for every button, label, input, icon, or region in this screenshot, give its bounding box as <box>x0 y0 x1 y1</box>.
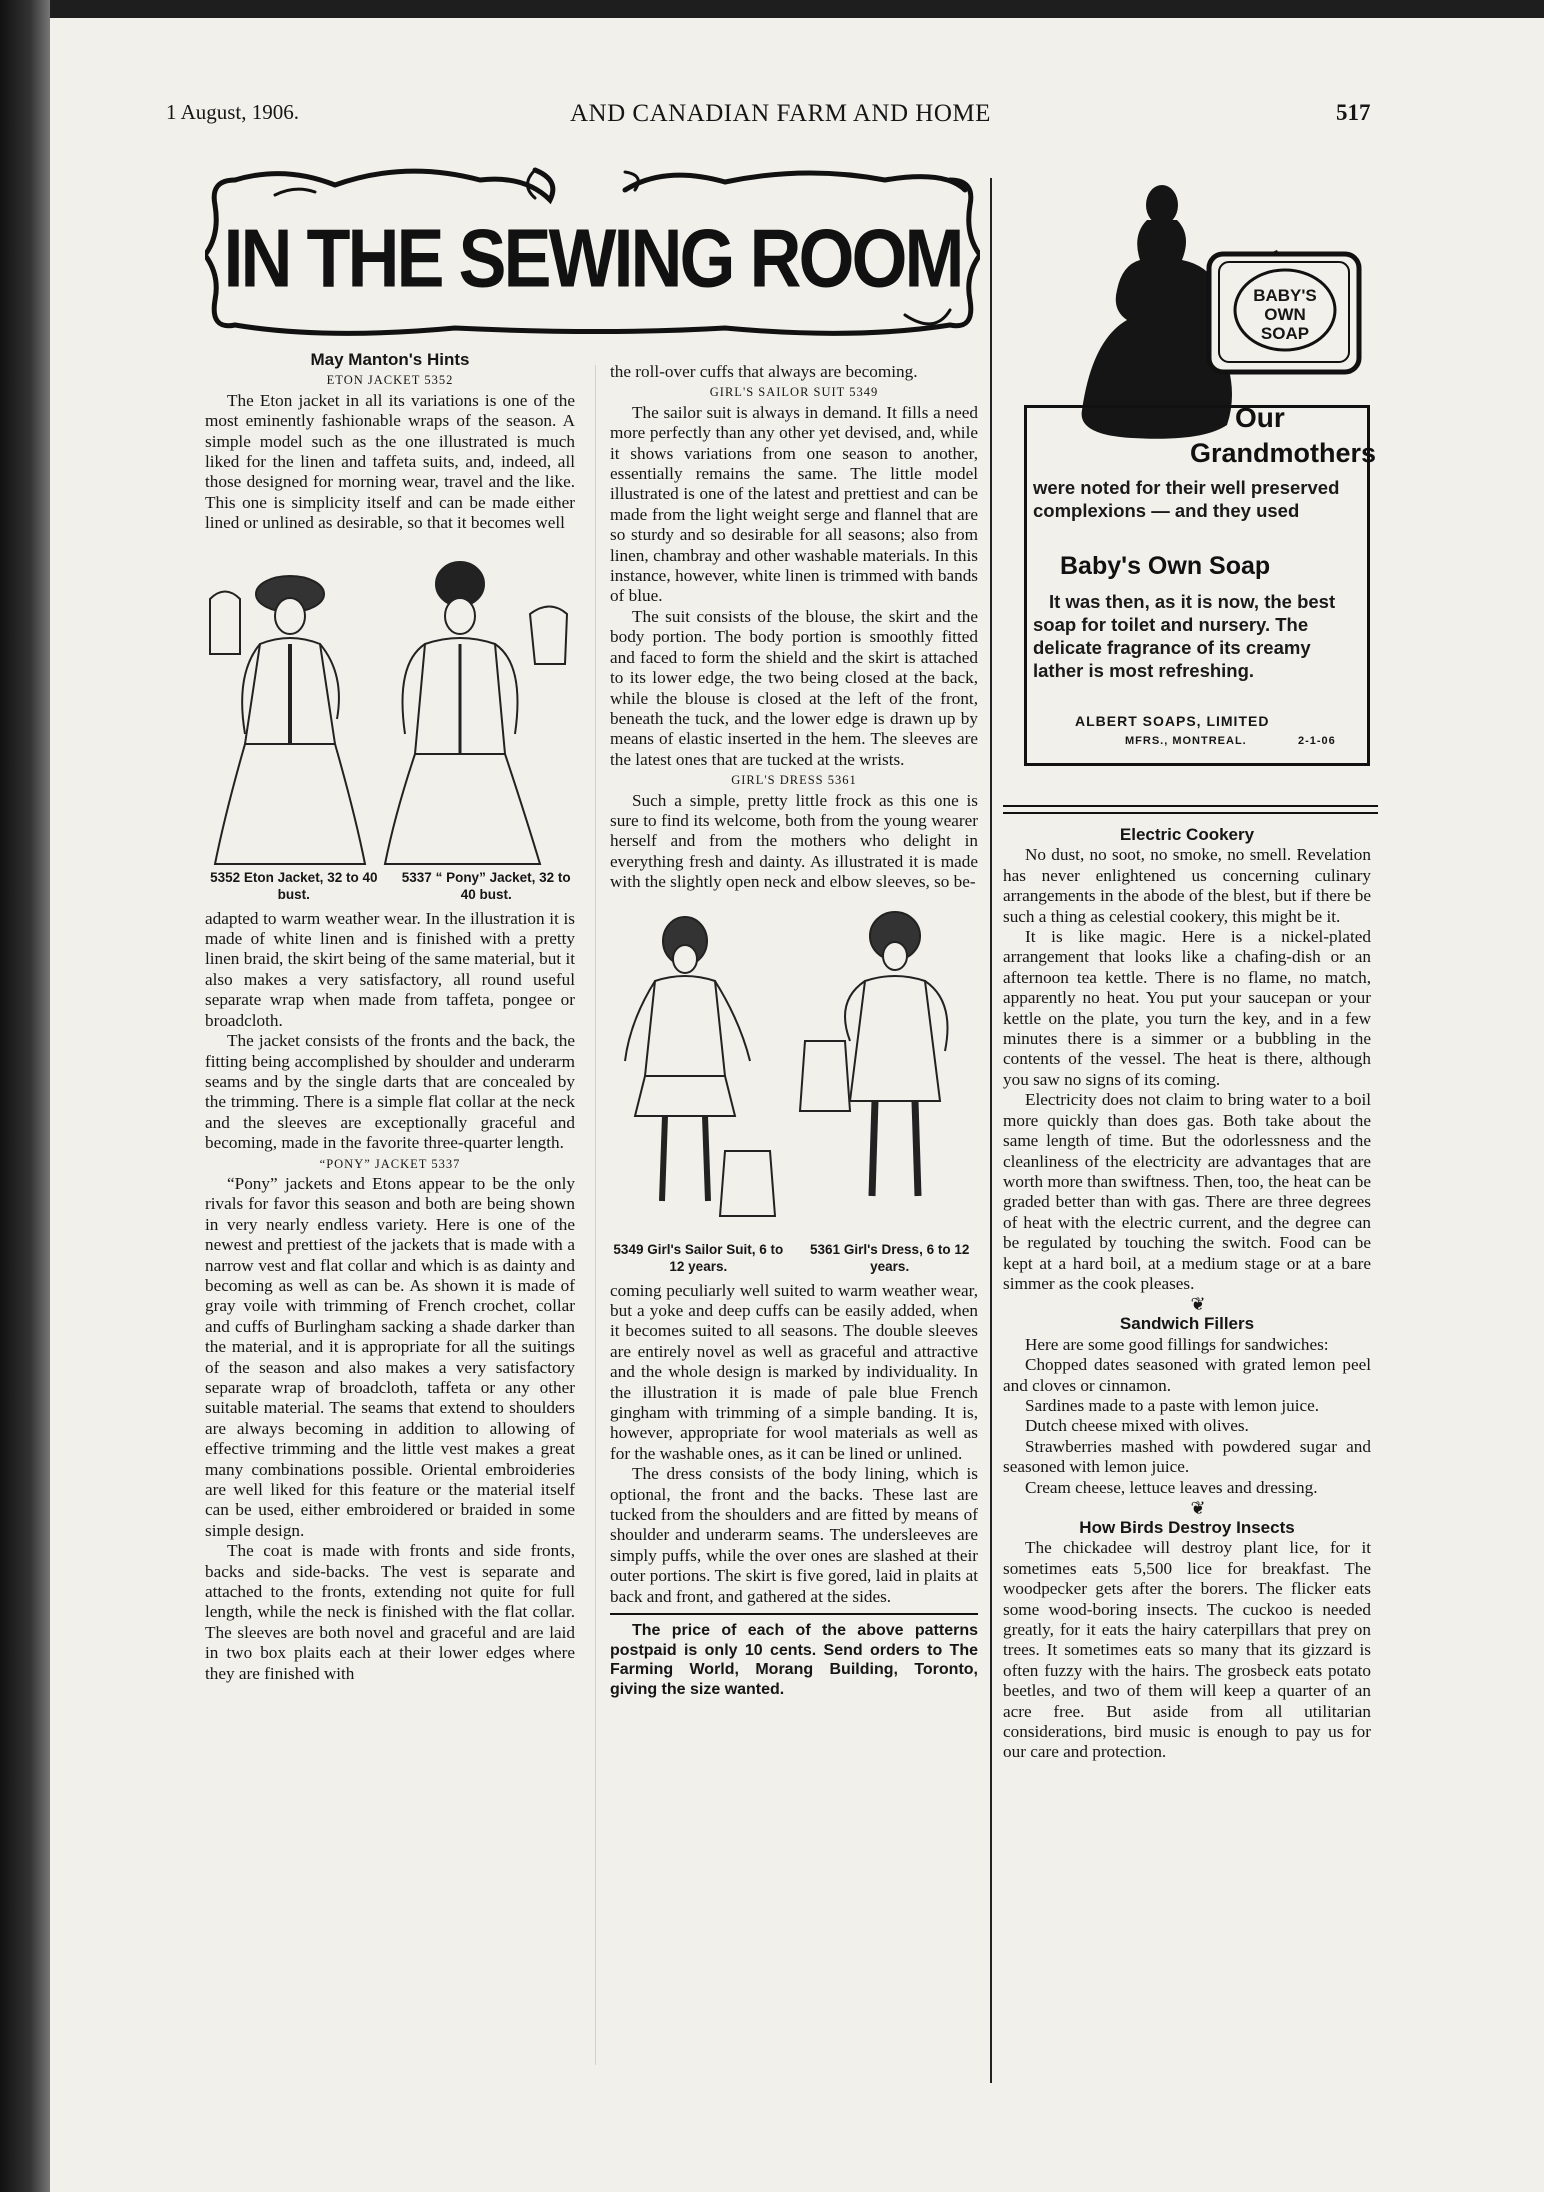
illustration-captions <box>205 869 575 903</box>
caption-eton: 5352 Eton Jacket, 32 to 40 bust. <box>210 869 378 902</box>
paragraph: Sardines made to a paste with lemon juice. <box>1025 1395 1320 1415</box>
paragraph: The chickadee will destroy plant lice, for it sometimes eats 5,500 lice for breakfast. The woodpecker gets after the borers. The flicker eats some wood-boring insects. The cuckoo is needed greatly, for it eats the hairy caterpillars that prey on trees. It sometimes eats so many that its gizzard is often fuzzy with the hairs. The grosbeck eats potato beetles, and two of them will keep a quarter of an acre free. But aside from all utilitarian considerations, bird music is enough to pay us for our care and protection. <box>1003 1538 1371 1762</box>
paragraph: The jacket consists of the fronts and the back, the fitting being accomplished by shoulder and underarm seams and by the single darts that are concealed by the trimming. There is a simple flat collar at the neck and the sleeves are exceptionally graceful and becoming, made in the favorite three-quarter length. <box>205 1031 575 1153</box>
section-banner <box>205 160 980 350</box>
paragraph: It is like magic. Here is a nickel-plated arrangement that looks like a chafing-dish or an afternoon tea kettle. There is no flame, no match, apparently no heat. You put your saucepan or your kettle on the plate, you turn the key, and in a few minutes there is a simmer or a bubbling in the contents of the vessel. The heat is there, although you saw no signs of its coming. <box>1003 927 1371 1089</box>
paragraph: Dutch cheese mixed with olives. <box>1025 1416 1249 1436</box>
subheading-girls-dress: GIRL'S DRESS 5361 <box>731 773 857 788</box>
paragraph: The dress consists of the body lining, which is optional, the front and the backs. These last are tucked from the shoulders and are fitted by means of shoulder and underarm seams. The undersleeves are simply puffs, while the over ones are slashed at their outer portions. The skirt is five gored, laid in plaits at back and front, and gathered at the sides. <box>610 1464 978 1606</box>
ad-code: 2-1-06 <box>1298 735 1336 747</box>
paragraph: the roll-over cuffs that always are becoming. <box>610 362 918 381</box>
illustration-captions <box>610 1241 978 1275</box>
ad-text-intro: were noted for their well preserved complexions — and they used <box>1033 477 1340 521</box>
column-rule-faint <box>595 365 596 2065</box>
banner-title: IN THE SEWING ROOM <box>223 213 962 305</box>
scan-binding-edge <box>0 0 50 2192</box>
paragraph: The suit consists of the blouse, the skirt and the body portion. The body portion is smoothly fitted and faced to form the shield and the skirt is attached to its lower edge, the two being closed at the back, while the blouse is closed at the left of the front, beneath the tuck, and the lower edge is drawn up by means of elastic inserted in the hem. The sleeves are the latest ones that are tucked at the wrists. <box>610 606 978 769</box>
paragraph: Cream cheese, lettuce leaves and dressing. <box>1025 1477 1318 1497</box>
ad-product-name: Baby's Own Soap <box>1060 552 1271 580</box>
page-number: 517 <box>1336 100 1371 125</box>
girls-illustration <box>610 901 978 1275</box>
paragraph: The sailor suit is always in demand. It fills a need more perfectly than any other yet devised, and, while it shows variations from one season to another, essentially remains the same. The little model illustrated is one of the latest and prettiest and can be made from the light weight serge and flannel that are so sturdy and so desirable for all seasons; also from linen, chambray and other washable materials. In this instance, however, white linen is trimmed with bands of blue. <box>610 402 978 606</box>
paragraph: Strawberries mashed with powdered sugar and seasoned with lemon juice. <box>1003 1436 1371 1477</box>
soap-bar-label: BABY'S OWN SOAP <box>1253 286 1317 343</box>
paragraph: The coat is made with fronts and side fronts, backs and side-backs. The vest is separate and attached to the fronts, extending not quite for full length, while the neck is finished with the flat collar. The sleeves are both novel and graceful and are laid in two box plaits each at their lower edges where they are finished with <box>205 1541 575 1683</box>
caption-girls-dress: 5361 Girl's Dress, 6 to 12 years. <box>810 1241 970 1274</box>
ad-heading-grandmothers: Grandmothers <box>1190 438 1377 468</box>
article-heading: May Manton's Hints <box>310 350 470 369</box>
scan-top-edge <box>0 0 1544 18</box>
column-sewing-2 <box>610 362 978 1699</box>
paragraph: The Eton jacket in all its variations is one of the most eminently fashionable wraps of the season. A simple model such as the one illustrated is much liked for the linen and taffeta suits, and, indeed, all those designed for morning wear, travel and the like. This one is simplicity itself and can be made either lined or unlined as desirable, so that it becomes well <box>205 390 575 533</box>
ad-heading-our: Our <box>1235 402 1285 433</box>
paragraph: Such a simple, pretty little frock as this one is sure to find its welcome, both from the young wearer herself and from the mothers who delight in everything fresh and dainty. As illustrated it is made with the slightly open neck and elbow sleeves, so be- <box>610 790 978 892</box>
ad-rule <box>1003 805 1378 814</box>
jackets-illustration <box>205 544 575 903</box>
column-misc <box>1003 825 1371 1763</box>
subheading-pony: “PONY” JACKET 5337 <box>319 1156 461 1171</box>
caption-pony: 5337 “ Pony” Jacket, 32 to 40 bust. <box>401 869 571 902</box>
heading-sandwich-fillers: Sandwich Fillers <box>1119 1314 1255 1334</box>
price-note: The price of each of the above patterns postpaid is only 10 cents. Send orders to The Farming World, Morang Building, Toronto, giving the size wanted. <box>610 1613 978 1699</box>
ornament-separator: ❦ <box>1190 1294 1206 1315</box>
subheading-sailor-suit: GIRL'S SAILOR SUIT 5349 <box>709 385 879 400</box>
column-rule <box>990 178 992 2083</box>
paragraph: adapted to warm weather wear. In the illustration it is made of white linen and is finished with a pretty linen braid, the skirt being of the same material, but it also makes a very satisfactory, all round useful separate wrap when made from taffeta, pongee or broadcloth. <box>205 908 575 1030</box>
ad-company: ALBERT SOAPS, LIMITED <box>1075 713 1270 729</box>
paragraph: coming peculiarly well suited to warm weather wear, but a yoke and deep cuffs can be easily added, when it becomes suited to all seasons. The double sleeves are entirely novel as well as graceful and attractive and the whole design is marked by individuality. In the illustration it is made of pale blue French gingham with trimming of a simple banding. It is, however, appropriate for wool materials as well as for the washable ones, as it can be lined or unlined. <box>610 1280 978 1463</box>
issue-date: 1 August, 1906. <box>166 100 300 124</box>
heading-birds-insects: How Birds Destroy Insects <box>1079 1518 1295 1537</box>
heading-electric-cookery: Electric Cookery <box>1119 825 1255 844</box>
paragraph: No dust, no soot, no smoke, no smell. Revelation has never enlightened us concerning culinary arrangements in the abode of the blest, but if there be such a thing as celestial cookery, this might be it. <box>1003 845 1371 926</box>
paragraph: Chopped dates seasoned with grated lemon peel and cloves or cinnamon. <box>1003 1355 1371 1395</box>
girl-figures-icon <box>610 901 978 1241</box>
publication-title: AND CANADIAN FARM AND HOME <box>570 100 991 127</box>
paragraph: “Pony” jackets and Etons appear to be the only rivals for favor this season and both are being shown in very nearly endless variety. Here is one of the newest and prettiest of the jackets that is made with a narrow vest and flat collar and which is as dainty and becoming as well as can be. As shown it is made of gray voile with trimming of French crochet, collar and cuffs of Burlingham sacking a shade darker than the material, and it is appropriate for all the suitings of the season and also makes a very satisfactory separate wrap of broadcloth, taffeta or any other suitable material. The seams that extend to shoulders are always becoming in addition to allowing of effective trimming and the little vest makes a great many combinations possible. Oriental embroideries are well liked for this feature or the material itself can be used, either embroidered or braided in some simple design. <box>205 1173 575 1540</box>
ornament-separator: ❦ <box>1190 1498 1206 1518</box>
subheading-eton: ETON JACKET 5352 <box>326 373 454 388</box>
paragraph: Electricity does not claim to bring water to a boil more quickly than does gas. Both take about the same length of time. But the odorlessness and the cleanliness of the electricity are advantages that are worth more than swiftness. Then, too, the heat can be graded better than with gas. There are three degrees of heat with the electric current, and the degree can be regulated by touching the switch. Food can be kept at a hard boil, at a medium stage or at a bare simmer as the cook pleases. <box>1003 1090 1371 1293</box>
paragraph: Here are some good fillings for sandwiches: <box>1025 1334 1329 1354</box>
ad-company-location: MFRS., MONTREAL. <box>1125 735 1247 747</box>
caption-sailor-suit: 5349 Girl's Sailor Suit, 6 to 12 years. <box>613 1241 784 1274</box>
jacket-figures-icon <box>205 544 575 869</box>
column-sewing-1 <box>205 350 575 1684</box>
ad-text-body: It was then, as it is now, the best soap for toilet and nursery. The delicate fragrance of its creamy lather is most refreshing. <box>1033 591 1336 681</box>
